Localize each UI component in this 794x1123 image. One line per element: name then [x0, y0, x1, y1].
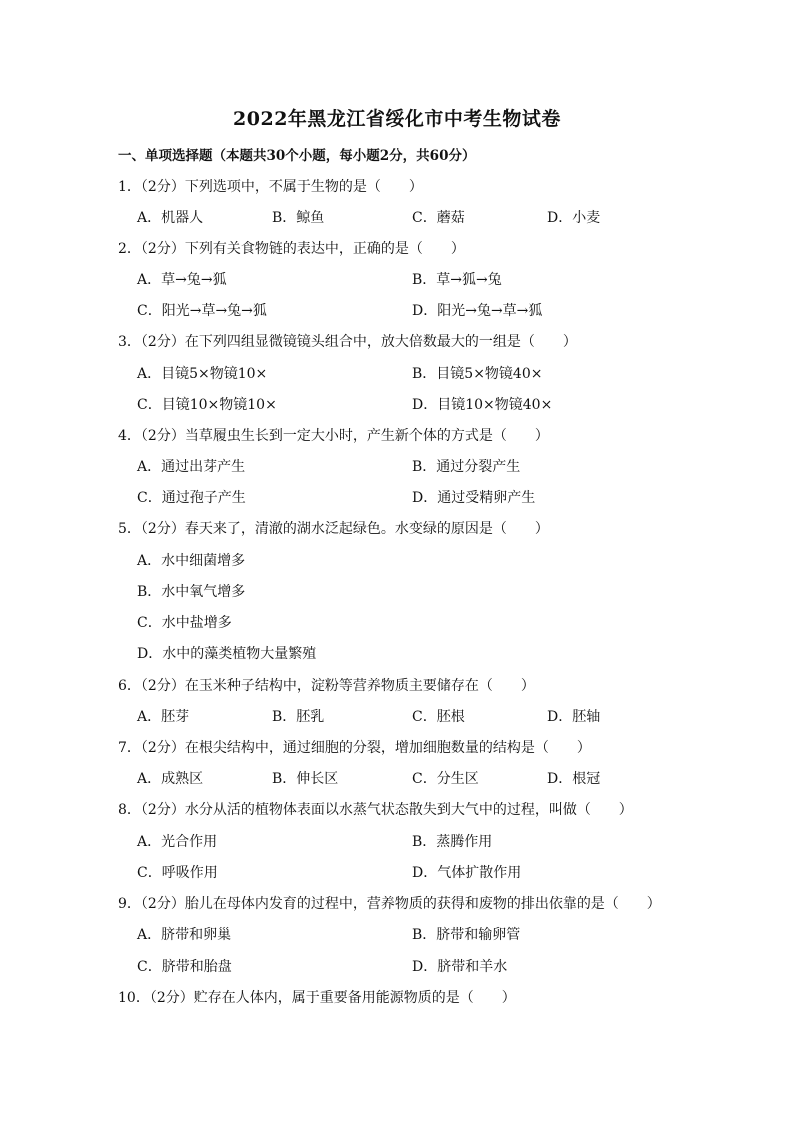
question-7-option-d[interactable]: D．根冠: [547, 771, 601, 787]
question-5-option-c[interactable]: C．水中盐增多: [137, 615, 232, 631]
question-3-option-b[interactable]: B．目镜5×物镜40×: [412, 366, 543, 382]
question-8-stem: 8．（2分）水分从活的植物体表面以水蒸气状态散失到大气中的过程，叫做（ ）: [118, 802, 633, 818]
question-8-option-a[interactable]: A．光合作用: [137, 834, 218, 850]
question-6-option-a[interactable]: A．胚芽: [137, 709, 190, 725]
question-3-option-d[interactable]: D．目镜10×物镜40×: [412, 397, 553, 413]
question-3-option-a[interactable]: A．目镜5×物镜10×: [137, 366, 268, 382]
question-9-option-a[interactable]: A．脐带和卵巢: [137, 927, 232, 943]
question-4-option-d[interactable]: D．通过受精卵产生: [412, 490, 536, 506]
question-3-option-c[interactable]: C．目镜10×物镜10×: [137, 397, 277, 413]
question-1-option-b[interactable]: B．鲸鱼: [272, 210, 325, 226]
question-9-stem: 9．（2分）胎儿在母体内发育的过程中，营养物质的获得和废物的排出依靠的是（ ）: [118, 896, 661, 912]
question-8-option-b[interactable]: B．蒸腾作用: [412, 834, 493, 850]
question-6-option-b[interactable]: B．胚乳: [272, 709, 325, 725]
question-9-option-d[interactable]: D．脐带和羊水: [412, 959, 508, 975]
question-1-option-d[interactable]: D．小麦: [547, 210, 601, 226]
question-6-option-d[interactable]: D．胚轴: [547, 709, 601, 725]
question-4-option-a[interactable]: A．通过出芽产生: [137, 459, 246, 475]
question-2-option-d[interactable]: D．阳光→兔→草→狐: [412, 303, 543, 319]
question-5-option-a[interactable]: A．水中细菌增多: [137, 553, 246, 569]
question-5-stem: 5．（2分）春天来了，清澈的湖水泛起绿色。水变绿的原因是（ ）: [118, 521, 549, 537]
question-2-option-c[interactable]: C．阳光→草→兔→狐: [137, 303, 267, 319]
section-heading: 一、单项选择题（本题共30个小题，每小题2分，共60分）: [118, 148, 476, 164]
question-2-option-a[interactable]: A．草→兔→狐: [137, 272, 227, 288]
question-9-option-c[interactable]: C．脐带和胎盘: [137, 959, 232, 975]
question-7-option-a[interactable]: A．成熟区: [137, 771, 204, 787]
question-7-option-b[interactable]: B．伸长区: [272, 771, 339, 787]
question-2-stem: 2．（2分）下列有关食物链的表达中，正确的是（ ）: [118, 241, 465, 257]
question-10-stem: 10．（2分）贮存在人体内，属于重要备用能源物质的是（ ）: [118, 990, 516, 1006]
question-4-option-c[interactable]: C．通过孢子产生: [137, 490, 246, 506]
question-4-option-b[interactable]: B．通过分裂产生: [412, 459, 521, 475]
question-6-stem: 6．（2分）在玉米种子结构中，淀粉等营养物质主要储存在（ ）: [118, 678, 535, 694]
question-1-option-a[interactable]: A．机器人: [137, 210, 204, 226]
question-8-option-c[interactable]: C．呼吸作用: [137, 865, 218, 881]
question-8-option-d[interactable]: D．气体扩散作用: [412, 865, 522, 881]
question-6-option-c[interactable]: C．胚根: [412, 709, 465, 725]
question-9-option-b[interactable]: B．脐带和输卵管: [412, 927, 521, 943]
question-7-stem: 7．（2分）在根尖结构中，通过细胞的分裂，增加细胞数量的结构是（ ）: [118, 740, 591, 756]
question-5-option-d[interactable]: D．水中的藻类植物大量繁殖: [137, 646, 317, 662]
question-4-stem: 4．（2分）当草履虫生长到一定大小时，产生新个体的方式是（ ）: [118, 428, 549, 444]
page-title: 2022年黑龙江省绥化市中考生物试卷: [233, 108, 561, 130]
question-1-stem: 1．（2分）下列选项中，不属于生物的是（ ）: [118, 179, 423, 195]
question-3-stem: 3．（2分）在下列四组显微镜镜头组合中，放大倍数最大的一组是（ ）: [118, 334, 577, 350]
question-1-option-c[interactable]: C．蘑菇: [412, 210, 465, 226]
question-5-option-b[interactable]: B．水中氧气增多: [137, 584, 246, 600]
question-2-option-b[interactable]: B．草→狐→兔: [412, 272, 502, 288]
question-7-option-c[interactable]: C．分生区: [412, 771, 479, 787]
